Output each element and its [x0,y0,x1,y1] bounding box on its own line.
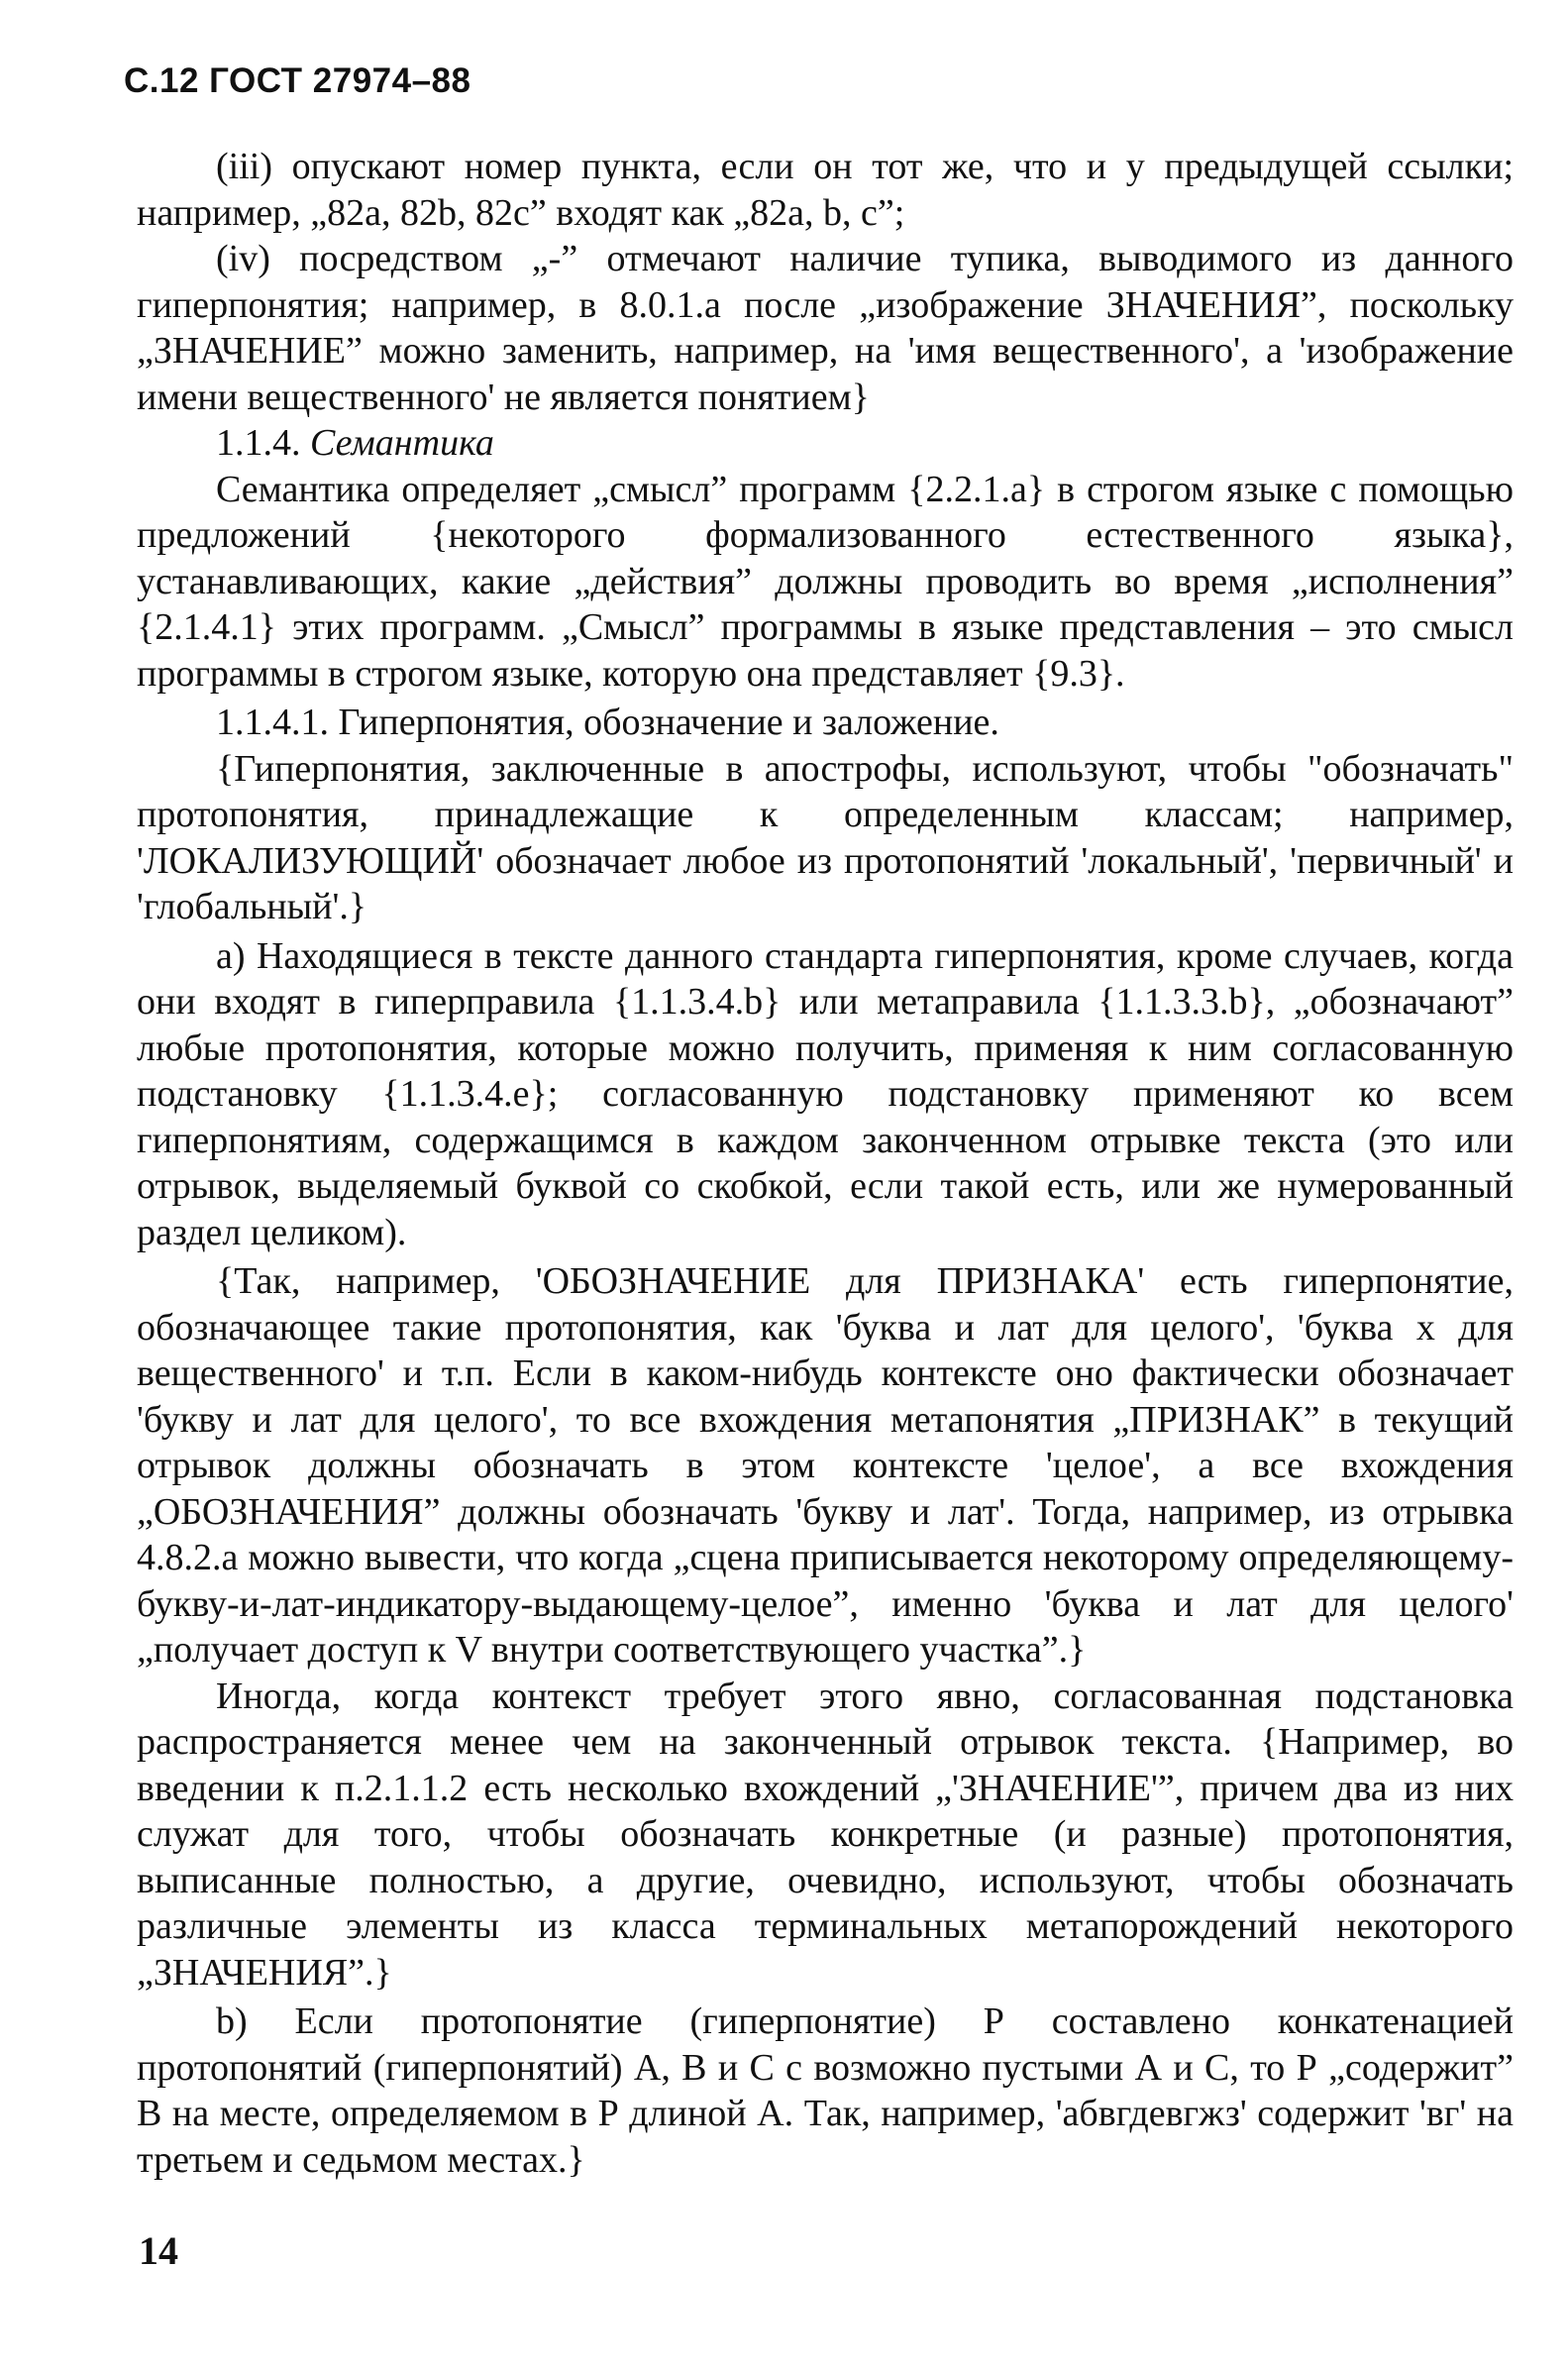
page-number: 14 [139,2228,178,2273]
paragraph-b: b) Если протопонятие (гиперпонятие) Р составлено конкатенацией протопонятий (гиперпонятий) А, В и С с возможно пустыми А и С, то Р „содержит” В на месте, определяемом в Р длиной А. Так, например, 'абвгдевгжз' содержит 'вг' на третьем и седьмом местах.} [137,2000,1514,2181]
section-heading [137,420,1514,467]
paragraph-example: {Так, например, 'ОБОЗНАЧЕНИЕ для ПРИЗНАКА' есть гиперпонятие, обозначающее такие протопонятия, как 'буква и лат для целого', 'буква х для вещественного' и т.п. Если в каком-нибудь контексте оно фактически обозначает 'букву и лат для целого', то все вхождения метапонятия „ПРИЗНАК” в текущий отрывок должны обозначать в этом контексте 'целое', а все вхождения „ОБОЗНАЧЕНИЯ” должны обозначать 'букву и лат'. Тогда, например, из отрывка 4.8.2.а можно вывести, что когда „сцена приписывается некоторому определяющему-букву-и-лат-индикатору-выдающему-целое”, именно 'буква и лат для целого' „получает доступ к V внутри соответствующего участка”.} [137,1260,1514,1671]
section-title: Семантика [310,422,494,464]
paragraph-hypernotions: {Гиперпонятия, заключенные в апострофы, используют, чтобы "обозначать" протопонятия, принадлежащие к определенным классам; например, 'ЛОКАЛИЗУЮЩИЙ' обозначает любое из протопонятий 'локальный', 'первичный' и 'глобальный'.} [137,747,1514,927]
paragraph-semantics: Семантика определяет „смысл” программ {2.2.1.а} в строгом языке с помощью предложений {некоторого формализованного естественного языка}, устанавливающих, какие „действия” должны проводить во время „исполнения” {2.1.4.1} этих программ. „Смысл” программы в языке представления – это смысл программы в строгом языке, которую она представляет {9.3}. [137,468,1514,695]
paragraph-a: а) Находящиеся в тексте данного стандарта гиперпонятия, кроме случаев, когда они входят в гиперправила {1.1.3.4.b} или метаправила {1.1.3.3.b}, „обозначают” любые протопонятия, которые можно получить, применяя к ним согласованную подстановку {1.1.3.4.е}; согласованную подстановку применяют ко всем гиперпонятиям, содержащимся в каждом законченном отрывке текста (это или отрывок, выделяемый буквой со скобкой, если такой есть, или же нумерованный раздел целиком). [137,934,1514,1253]
body-text [137,144,1514,2183]
paragraph-iii: (iii) опускают номер пункта, если он тот же, что и у предыдущей ссылки; например, „82а, 82b, 82с” входят как „82а, b, с”; [137,146,1514,234]
paragraph-sometimes: Иногда, когда контекст требует этого явно, согласованная подстановка распространяется менее чем на законченный отрывок текста. {Например, во введении к п.2.1.1.2 есть несколько вхождений „'ЗНАЧЕНИЕ'”, причем два из них служат для того, чтобы обозначать конкретные (и разные) протопонятия, выписанные полностью, а другие, очевидно, используют, чтобы обозначать различные элементы из класса терминальных метапорождений некоторого „ЗНАЧЕНИЯ”.} [137,1674,1514,1994]
section-number: 1.1.4. [216,422,301,464]
subsection-heading: 1.1.4.1. Гиперпонятия, обозначение и заложение. [216,702,999,743]
page-header: С.12 ГОСТ 27974–88 [124,61,471,100]
paragraph-iv: (iv) посредством „-” отмечают наличие тупика, выводимого из данного гиперпонятия; например, в 8.0.1.а после „изображение ЗНАЧЕНИЯ”, поскольку „ЗНАЧЕНИЕ” можно заменить, например, на 'имя вещественного', а 'изображение имени вещественного' не является понятием} [137,238,1514,418]
